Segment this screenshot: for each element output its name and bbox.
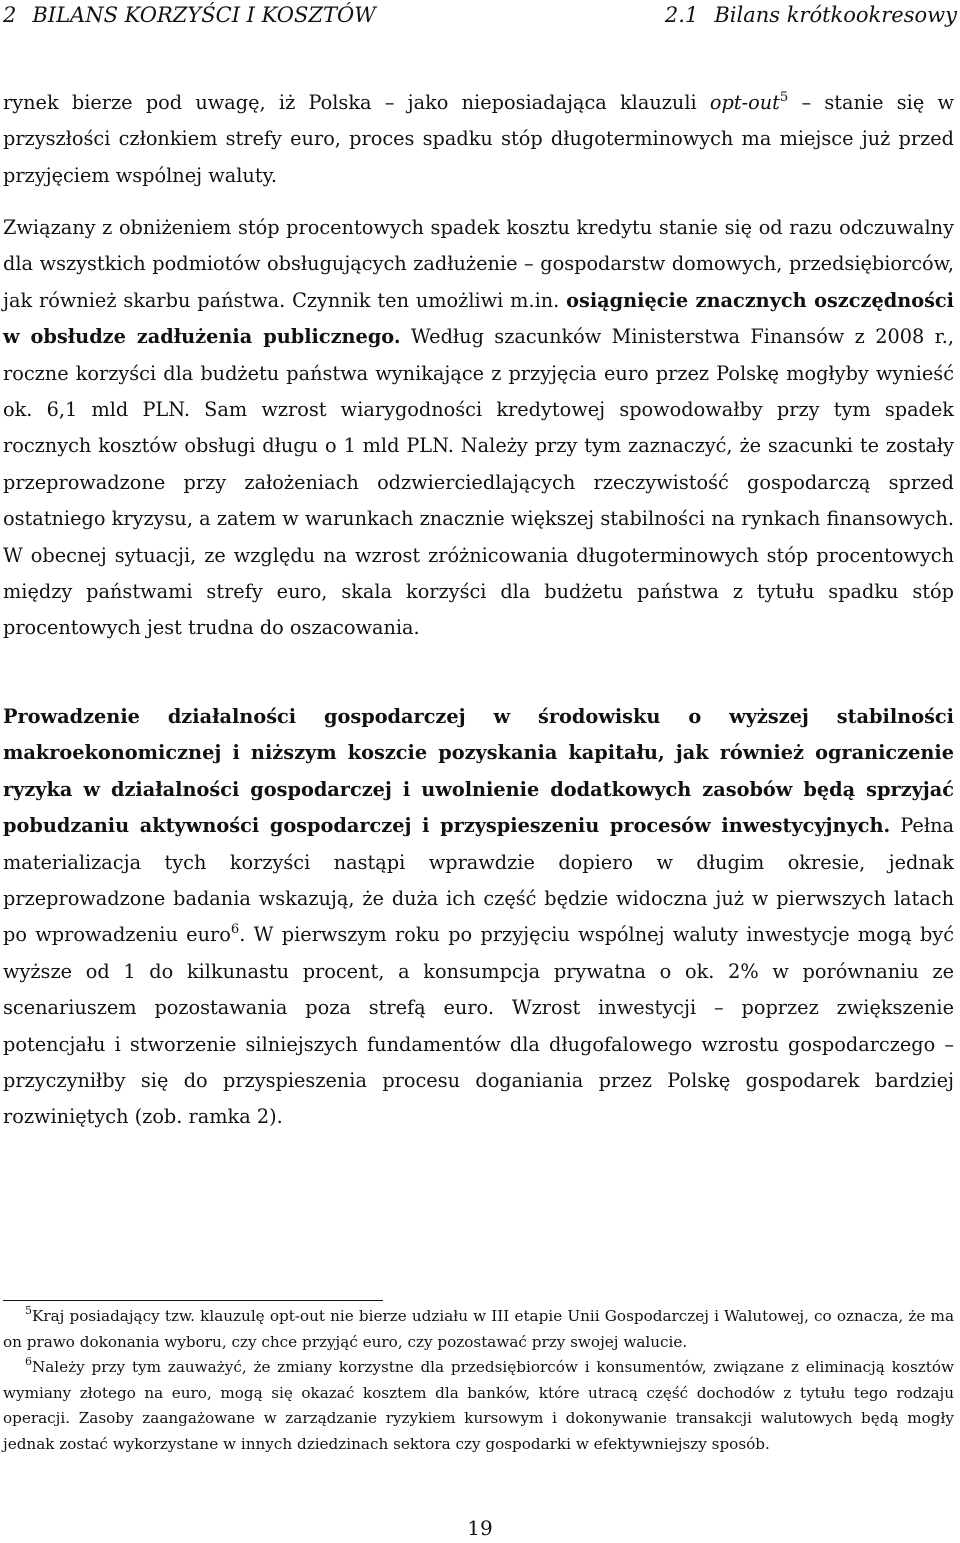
- header-subsection-title: Bilans krótkookresowy: [714, 3, 957, 27]
- paragraph-3-text-end: . W pierwszym roku po przyjęciu wspólnej waluty inwestycje mogą być wyższe od 1 do kilkunastu procent, a konsumpcja prywatna o ok. 2% w porównaniu ze scenariuszem pozostawania poza strefą euro. Wzrost inwestycji – poprzez zwiększenie potencjału i stworzenie silniejszych fundamentów dla długofalowego wzrostu gospodarczego – przyczyniłby się do przyspieszenia procesu doganiania przez Polskę gospodarek bardziej rozwiniętych (zob. ramka 2).: [3, 923, 955, 1129]
- paragraph-2: [3, 210, 954, 647]
- paragraph-3: [3, 699, 954, 1136]
- paragraph-1-text-start: rynek bierze pod uwagę, iż Polska – jako nieposiadająca klauzuli: [3, 91, 710, 114]
- page-number: 19: [467, 1516, 493, 1540]
- footnote-ref-6[interactable]: 6: [230, 922, 240, 938]
- footnote-5-number: 5: [25, 1304, 32, 1318]
- footnote-ref-5[interactable]: 5: [779, 89, 789, 105]
- paragraph-1-text-end: – stanie się w przyszłości członkiem strefy euro, proces spadku stóp długoterminowych ma miejsce już przed przyjęciem wspólnej waluty.: [3, 91, 954, 187]
- footnotes: [3, 1304, 954, 1457]
- footnote-divider: [3, 1300, 383, 1301]
- paragraph-2-bold-phrase: osiągnięcie znacznych oszczędności w obsłudze zadłużenia publicznego.: [3, 288, 954, 349]
- header-section-title: BILANS KORZYŚCI I KOSZTÓW: [32, 3, 376, 27]
- header-section: [3, 0, 376, 30]
- opt-out-term: opt-out: [709, 91, 780, 114]
- paragraph-3-bold-lead: Prowadzenie działalności gospodarczej w środowisku o wyższej stabilności makroekonomicznej i niższym koszcie pozyskania kapitału, jak również ograniczenie ryzyka w działalności gospodarczej i uwolnienie dodatkowych zasobów będą sprzyjać pobudzaniu aktywności gospodarczej i przyspieszeniu procesów inwestycyjnych.: [3, 705, 954, 838]
- paragraph-3-text-start: Pełna materializacja tych korzyści nastąpi wprawdzie dopiero w długim okresie, jednak przeprowadzone badania wskazują, że duża ich część będzie widoczna już w pierwszych latach po wprowadzeniu euro: [3, 814, 954, 947]
- paragraph-2-text-end: Według szacunków Ministerstwa Finansów z 2008 r., roczne korzyści dla budżetu państwa wynikające z przyjęcia euro przez Polskę mogłyby wynieść ok. 6,1 mld PLN. Sam wzrost wiarygodności kredytowej spowodowałby przy tym spadek rocznych kosztów obsługi długu o 1 mld PLN. Należy przy tym zaznaczyć, że szacunki te zostały przeprowadzone przy założeniach odzwierciedlających rzeczywistość gospodarczą sprzed ostatniego kryzysu, a zatem w warunkach znacznie większej stabilności na rynkach finansowych. W obecnej sytuacji, ze względu na wzrost zróżnicowania długoterminowych stóp procentowych między państwami strefy euro, skala korzyści dla budżetu państwa z tytułu spadku stóp procentowych jest trudna do oszacowania.: [3, 325, 955, 640]
- header-section-number: 2: [3, 3, 17, 27]
- footnote-6-number: 6: [25, 1355, 32, 1369]
- paragraph-1: [3, 85, 954, 194]
- header-subsection: [665, 0, 957, 30]
- footnote-5: [3, 1304, 954, 1355]
- footnote-6: [3, 1355, 954, 1457]
- footnote-5-text: Kraj posiadający tzw. klauzulę opt-out nie bierze udziału w III etapie Unii Gospodarczej i Walutowej, co oznacza, że ma on prawo dokonania wyboru, czy chce przyjąć euro, czy pozostawać przy swojej walucie.: [3, 1307, 954, 1351]
- running-header: [3, 0, 957, 30]
- footnote-6-text: Należy przy tym zauważyć, że zmiany korzystne dla przedsiębiorców i konsumentów, związane z eliminacją kosztów wymiany złotego na euro, mogą się okazać kosztem dla banków, które utracą część dochodów z tytułu tego rodzaju operacji. Zasoby zaangażowane w zarządzanie ryzykiem kursowym i dokonywanie transakcji walutowych będą mogły jednak zostać wykorzystane w innych dziedzinach sektora czy gospodarki w efektywniejszy sposób.: [3, 1358, 954, 1453]
- header-subsection-number: 2.1: [664, 3, 699, 27]
- paragraph-2-text-start: Związany z obniżeniem stóp procentowych spadek kosztu kredytu stanie się od razu odczuwalny dla wszystkich podmiotów obsługujących zadłużenie – gospodarstw domowych, przedsiębiorców, jak również skarbu państwa. Czynnik ten umożliwi m.in.: [3, 216, 954, 312]
